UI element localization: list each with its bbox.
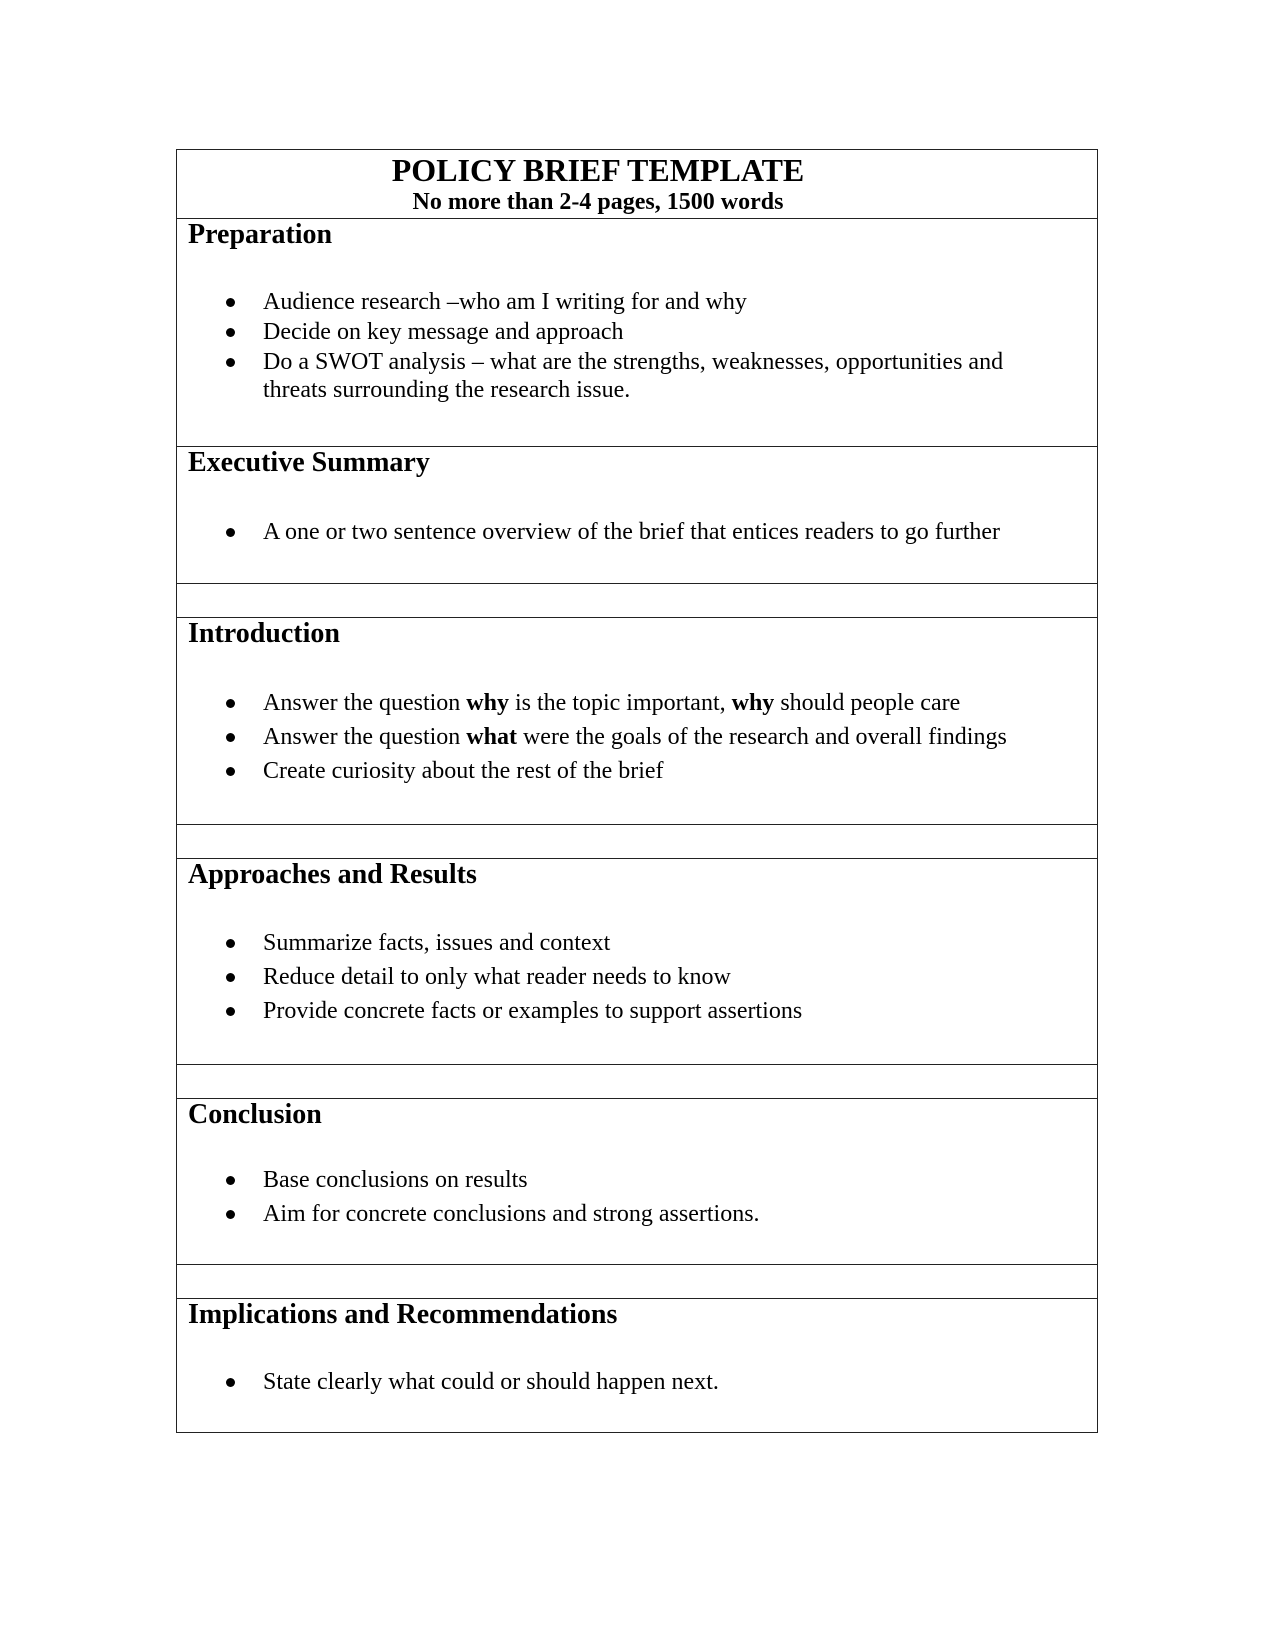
- list-item: Aim for concrete conclusions and strong assertions.: [177, 1200, 1097, 1228]
- bullet-icon: [226, 699, 235, 708]
- list-item: Reduce detail to only what reader needs to know: [177, 963, 1097, 991]
- introduction-list: [177, 689, 1097, 791]
- list-item: Decide on key message and approach: [177, 318, 1097, 346]
- bullet-icon: [226, 528, 235, 537]
- divider: [177, 1064, 1097, 1065]
- list-item: Provide concrete facts or examples to support assertions: [177, 997, 1097, 1025]
- section-title-preparation: Preparation: [188, 219, 333, 250]
- divider: [177, 583, 1097, 584]
- bullet-icon: [226, 1210, 235, 1219]
- bullet-icon: [226, 1176, 235, 1185]
- list-item: Audience research –who am I writing for and why: [177, 288, 1097, 316]
- list-item: Answer the question why is the topic important, why should people care: [177, 689, 1097, 717]
- conclusion-list: [177, 1166, 1097, 1234]
- approaches-list: [177, 929, 1097, 1031]
- bullet-icon: [226, 973, 235, 982]
- bullet-icon: [226, 733, 235, 742]
- divider: [177, 824, 1097, 825]
- divider: [177, 1264, 1097, 1265]
- bullet-icon: [226, 767, 235, 776]
- list-item: Do a SWOT analysis – what are the strengths, weaknesses, opportunities and threats surrounding the research issue.: [177, 348, 1097, 404]
- bullet-icon: [226, 939, 235, 948]
- list-item: State clearly what could or should happen next.: [177, 1368, 1097, 1396]
- preparation-list: [177, 288, 1097, 406]
- section-title-conclusion: Conclusion: [188, 1099, 322, 1130]
- list-item: Base conclusions on results: [177, 1166, 1097, 1194]
- list-item: Answer the question what were the goals of the research and overall findings: [177, 723, 1097, 751]
- bullet-icon: [226, 298, 235, 307]
- list-item: Create curiosity about the rest of the brief: [177, 757, 1097, 785]
- section-title-implications-and-recommendations: Implications and Recommendations: [188, 1299, 618, 1330]
- list-item: Summarize facts, issues and context: [177, 929, 1097, 957]
- bullet-icon: [226, 1378, 235, 1387]
- section-title-introduction: Introduction: [188, 618, 340, 649]
- bullet-icon: [226, 328, 235, 337]
- list-item: A one or two sentence overview of the brief that entices readers to go further: [177, 518, 1097, 546]
- executive-summary-list: [177, 518, 1097, 548]
- document-subtitle: No more than 2-4 pages, 1500 words: [412, 189, 784, 215]
- bullet-icon: [226, 358, 235, 367]
- implications-list: [177, 1368, 1097, 1398]
- section-title-executive-summary: Executive Summary: [188, 447, 430, 478]
- policy-brief-table: [176, 149, 1098, 1433]
- bullet-icon: [226, 1007, 235, 1016]
- section-title-approaches-and-results: Approaches and Results: [188, 859, 477, 890]
- document-title: POLICY BRIEF TEMPLATE: [391, 152, 805, 188]
